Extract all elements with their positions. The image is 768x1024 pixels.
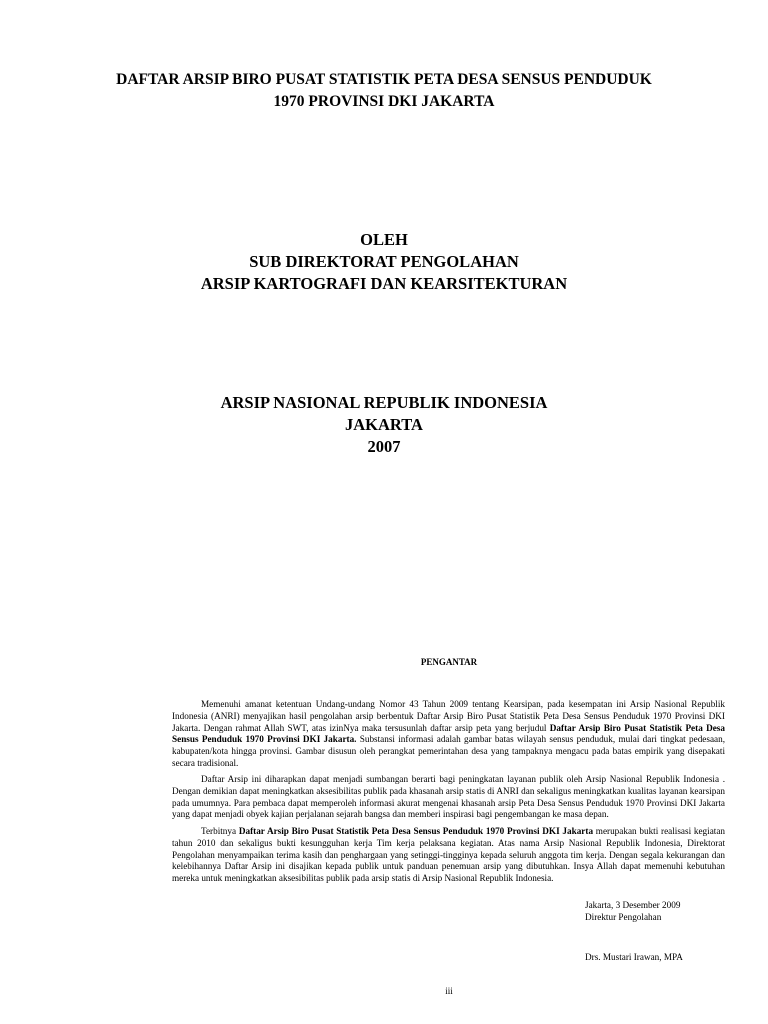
paragraph-text: merupakan bukti realisasi kegiatan tahun 2010 dan sekaligus bukti kesungguhan kerja Tim kerja pelaksana kegiatan. Atas nama Arsip Nasional Republik Indonesia, Direktorat Pengolahan menyampaikan terima kasih dan penghargaan yang setinggi-tingginya kepada seluruh anggota tim kerja. Dengan segala kekurangan dan kelebihannya Daftar Arsip ini disajikan kepada publik untuk panduan penemuan arsip yang dibutuhkan. Insya Allah dapat memenuhi kebutuhan mereka untuk meningkatkan aksesibilitas publik pada arsip statis di Arsip Nasional Republik Indonesia. (172, 826, 726, 884)
paragraph-bold-title: Daftar Arsip Biro Pusat Statistik Peta Desa Sensus Penduduk 1970 Provinsi DKI Jakarta. (172, 722, 725, 745)
foreword-paragraph-2: Daftar Arsip ini diharapkan dapat menjadi sumbangan berarti bagi peningkatan layanan publik oleh Arsip Nasional Republik Indonesia . Dengan demikian dapat meningkatkan aksesibilitas publik pada khasanah arsip statis di ANRI dan sekaligus meningkatkan kualitas layanan kearsipan pada umumnya. Para pembaca dapat memperoleh informasi akurat mengenai khasanah arsip Peta Desa Sensus Penduduk 1970 Provinsi DKI Jakarta yang dapat menjadi obyek kajian perjalanan sejarah bangsa dan memberi inspirasi bagi pengembangan ke masa depan. (172, 774, 725, 820)
by-label: OLEH (360, 230, 408, 249)
paragraph-bold-title: Daftar Arsip Biro Pusat Statistik Peta Desa Sensus Penduduk 1970 Provinsi DKI Jakarta (238, 826, 594, 836)
signatory-name: Drs. Mustari Irawan, MPA (585, 952, 683, 962)
foreword-paragraph-1 (172, 699, 725, 770)
signature-place-date: Jakarta, 3 Desember 2009 (585, 900, 681, 910)
paragraph-text: Substansi informasi adalah gambar batas wilayah sensus penduduk, mulai dari tingkat pedesaan, kabupaten/kota hingga provinsi. Gambar disusun oleh perangkat pemerintahan desa yang tampaknya mengacu pada batas empirik yang disepakati secara tradisional. (172, 734, 725, 768)
unit-line-1: SUB DIREKTORAT PENGOLAHAN (249, 252, 519, 271)
paragraph-text: Terbitnya (201, 826, 239, 836)
foreword-paragraph-3 (172, 826, 725, 885)
foreword-heading: PENGANTAR (420, 657, 478, 667)
signature-role: Direktur Pengolahan (585, 912, 662, 922)
paragraph-text: Memenuhi amanat ketentuan Undang-undang Nomor 43 Tahun 2009 tentang Kearsipan, pada kesempatan ini Arsip Nasional Republik Indonesia (ANRI) menyajikan hasil pengolahan arsip berbentuk Daftar Arsip Biro Pusat Statistik Peta Desa Sensus Penduduk 1970 Provinsi DKI Jakarta. Dengan rahmat Allah SWT, atas izinNya maka tersusunlah daftar arsip peta yang berjudul (172, 699, 725, 733)
unit-line-2: ARSIP KARTOGRAFI DAN KEARSITEKTURAN (200, 274, 568, 293)
document-title-line-1: DAFTAR ARSIP BIRO PUSAT STATISTIK PETA DESA SENSUS PENDUDUK (116, 71, 652, 88)
document-title-line-2: 1970 PROVINSI DKI JAKARTA (273, 93, 495, 110)
institution-name: ARSIP NASIONAL REPUBLIK INDONESIA (220, 393, 548, 412)
page-number: iii (445, 986, 453, 996)
publication-year: 2007 (367, 437, 401, 456)
publication-city: JAKARTA (345, 415, 423, 434)
